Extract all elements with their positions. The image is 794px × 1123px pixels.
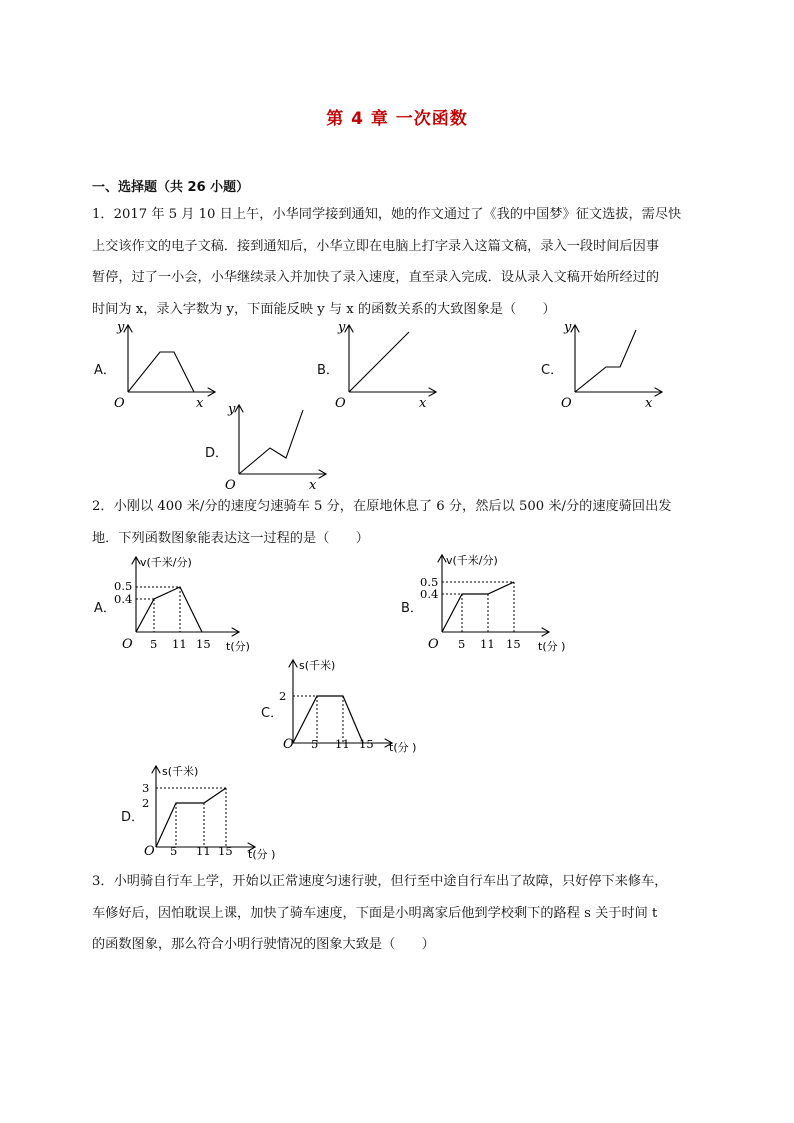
y-axis-label: y <box>338 320 346 335</box>
q2-option-b-label: B． <box>401 601 423 616</box>
q2-option-a-graph <box>112 550 262 660</box>
t-axis-label: t(分) <box>226 640 250 653</box>
q2-option-c-graph <box>277 655 437 759</box>
origin-label: O <box>122 637 133 652</box>
x-axis-label: x <box>645 396 653 411</box>
v-axis-label: v(千米/分) <box>446 554 498 567</box>
question-1-line: 时间为 x，录入字数为 y，下面能反映 y 与 x 的函数关系的大致图象是（ ） <box>92 301 556 317</box>
q2-option-c-label: C． <box>261 706 284 721</box>
question-3-line: 车修好后，因怕耽误上课，加快了骑车速度，下面是小明离家后他到学校剩下的路程 s 关于时间 t <box>92 905 658 921</box>
q1-option-a-graph <box>110 318 220 412</box>
question-2-line: 2．小刚以 400 米/分的速度匀速骑车 5 分，在原地休息了 6 分，然后以 500 米/分的速度骑回出发 <box>92 499 672 514</box>
tick-11: 11 <box>480 637 495 651</box>
q1-option-d-graph <box>221 400 331 494</box>
tick-11: 11 <box>172 637 187 651</box>
q2-option-d-label: D． <box>121 810 145 825</box>
question-3-line: 的函数图象，那么符合小明行驶情况的图象大致是（ ） <box>92 937 435 952</box>
q2-option-b-graph <box>418 548 578 658</box>
q1-option-c-label: C． <box>541 363 564 378</box>
question-1-line: 暂停，过了一小会，小华继续录入并加快了录入速度，直至录入完成．设从录入文稿开始所经过的 <box>92 270 660 285</box>
question-3-text <box>92 866 704 961</box>
tick-5: 5 <box>458 637 466 651</box>
q2-option-a-label: A． <box>94 601 116 616</box>
q1-option-d-label: D． <box>205 446 229 461</box>
tick-15: 15 <box>506 637 521 651</box>
v-axis-label: v(千米/分) <box>140 556 192 569</box>
tick-2: 2 <box>142 796 150 810</box>
tick-0.4: 0.4 <box>420 587 439 601</box>
origin-label: O <box>225 478 236 493</box>
question-3-line: 3．小明骑自行车上学，开始以正常速度匀速行驶，但行至中途自行车出了故障，只好停下来修车， <box>92 874 668 889</box>
tick-0.5: 0.5 <box>420 575 439 589</box>
chapter-title: 第 4 章 一次函数 <box>326 109 468 129</box>
q1-option-c-graph <box>557 318 667 412</box>
tick-3: 3 <box>142 781 150 795</box>
x-axis-label: x <box>309 478 317 493</box>
question-1-line: 上交该作文的电子文稿．接到通知后，小华立即在电脑上打字录入这篇文稿，录入一段时间后因事 <box>92 238 660 254</box>
section-heading: 一、选择题（共 26 小题） <box>92 180 250 195</box>
x-axis-label: x <box>419 396 427 411</box>
origin-label: O <box>428 637 439 652</box>
y-axis-label: y <box>564 320 572 335</box>
y-axis-label: y <box>228 402 236 417</box>
tick-11: 11 <box>196 844 211 858</box>
t-axis-label: t(分 ) <box>389 741 417 754</box>
y-axis-label: y <box>117 320 125 335</box>
q2-option-d-graph <box>138 761 298 865</box>
question-2-line: 地．下列函数图象能表达这一过程的是（ ） <box>92 530 369 546</box>
x-axis-label: x <box>196 396 204 411</box>
tick-2: 2 <box>279 689 287 703</box>
tick-5: 5 <box>150 637 158 651</box>
tick-5: 5 <box>170 844 178 858</box>
t-axis-label: t(分 ) <box>248 848 276 861</box>
q1-option-b-graph <box>331 318 441 412</box>
s-axis-label: s(千米) <box>162 765 199 778</box>
t-axis-label: t(分 ) <box>538 640 566 653</box>
question-1-line: 1．2017 年 5 月 10 日上午，小华同学接到通知，她的作文通过了《我的中国梦》征文选拔，需尽快 <box>92 207 682 222</box>
question-1-text <box>92 199 704 325</box>
s-axis-label: s(千米) <box>299 659 336 672</box>
tick-5: 5 <box>311 737 319 751</box>
origin-label: O <box>335 396 346 411</box>
tick-0.4: 0.4 <box>114 592 133 606</box>
tick-15: 15 <box>218 844 233 858</box>
origin-label: O <box>283 737 294 752</box>
tick-11: 11 <box>335 737 350 751</box>
origin-label: O <box>561 396 572 411</box>
question-2-text <box>92 491 704 554</box>
tick-15: 15 <box>359 737 374 751</box>
origin-label: O <box>144 844 155 859</box>
tick-15: 15 <box>196 637 211 651</box>
tick-0.5: 0.5 <box>114 579 133 593</box>
origin-label: O <box>114 396 125 411</box>
q1-option-b-label: B． <box>317 363 339 378</box>
q1-option-a-label: A． <box>94 363 116 378</box>
